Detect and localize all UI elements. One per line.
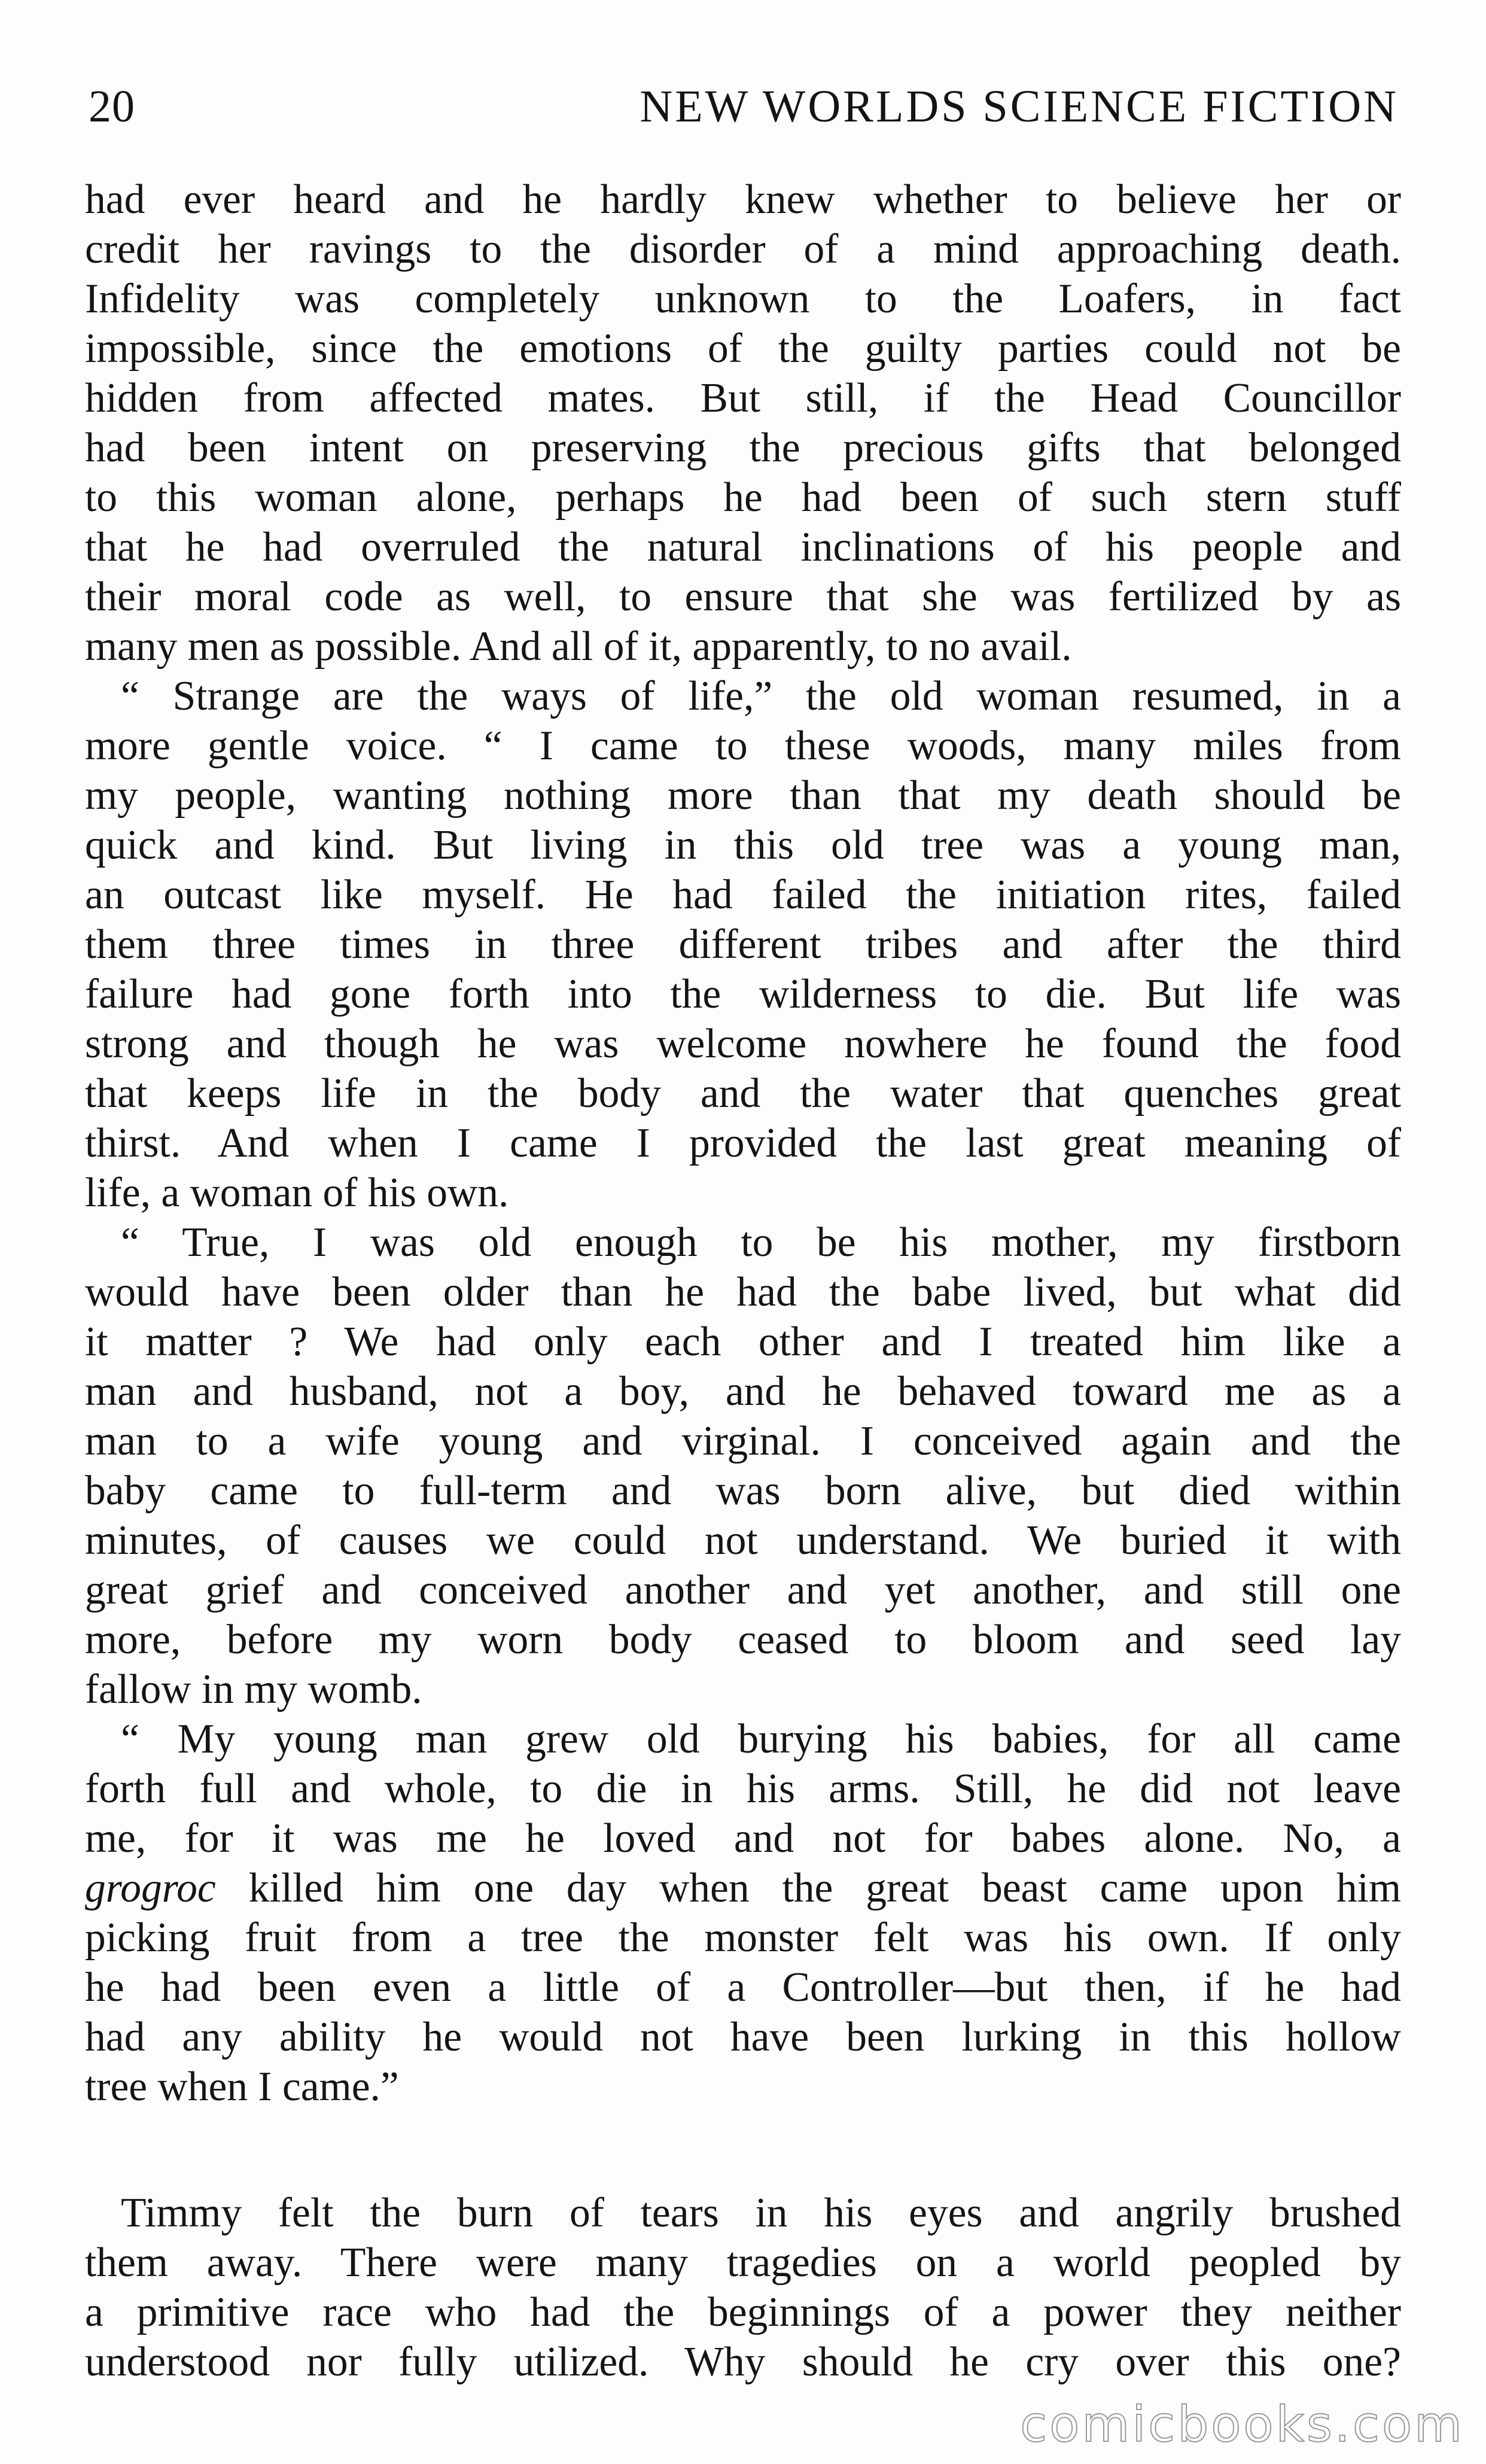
text-line: them away. There were many tragedies on a world peopled by — [85, 2240, 1401, 2286]
text-line: their moral code as well, to ensure that she was fertilized by as — [85, 574, 1401, 620]
text-line: them three times in three different tribes and after the third — [85, 921, 1401, 968]
text-line: a primitive race who had the beginnings of a power they neither — [85, 2289, 1401, 2335]
text-line: my people, wanting nothing more than that my death should be — [85, 772, 1401, 819]
text-line: forth full and whole, to die in his arms. Still, he did not leave — [85, 1766, 1401, 1812]
text-line: man to a wife young and virginal. I conceived again and the — [85, 1418, 1401, 1464]
text-line: me, for it was me he loved and not for babes alone. No, a — [85, 1815, 1401, 1861]
text-line: “ Strange are the ways of life,” the old woman resumed, in a — [121, 673, 1401, 719]
paragraph-5 — [85, 2188, 1401, 2387]
text-line: that he had overruled the natural inclinations of his people and — [85, 524, 1401, 570]
text-line: quick and kind. But living in this old tree was a young man, — [85, 822, 1401, 868]
story-text — [85, 175, 1401, 2387]
text-line: would have been older than he had the babe lived, but what did — [85, 1269, 1401, 1315]
page-header — [89, 77, 1399, 142]
text-line: hidden from affected mates. But still, if the Head Councillor — [85, 375, 1401, 421]
text-line: had been intent on preserving the precious gifts that belonged — [85, 425, 1401, 471]
text-line: impossible, since the emotions of the guilty parties could not be — [85, 326, 1401, 372]
text-line: thirst. And when I came I provided the last great meaning of — [85, 1120, 1401, 1166]
text-line: Timmy felt the burn of tears in his eyes and angrily brushed — [121, 2190, 1401, 2236]
text-line: had ever heard and he hardly knew whether to believe her or — [85, 177, 1401, 223]
text-line-with-italic — [85, 1863, 1401, 1913]
text-line: “ My young man grew old burying his babies, for all came — [121, 1716, 1401, 1762]
text-line: Infidelity was completely unknown to the Loafers, in fact — [85, 276, 1401, 322]
text-line: man and husband, not a boy, and he behaved toward me as a — [85, 1368, 1401, 1414]
text-line: failure had gone forth into the wilderness to die. But life was — [85, 971, 1401, 1017]
section-break — [85, 2112, 1401, 2188]
italic-word-grogroc: grogroc — [85, 1865, 216, 1911]
text-line: an outcast like myself. He had failed the initiation rites, failed — [85, 872, 1401, 918]
text-line: picking fruit from a tree the monster felt was his own. If only — [85, 1915, 1401, 1961]
text-line: it matter ? We had only each other and I treated him like a — [85, 1319, 1401, 1365]
paragraph-2 — [85, 671, 1401, 1218]
text-line: credit her ravings to the disorder of a mind approaching death. — [85, 226, 1401, 272]
text-line: he had been even a little of a Controller—but then, if he had — [85, 1964, 1401, 2010]
site-watermark: comicbooks.com — [1020, 2396, 1464, 2453]
text-line: “ True, I was old enough to be his mother, my firstborn — [121, 1219, 1401, 1266]
text-line: tree when I came.” — [85, 2064, 399, 2110]
text-line: strong and though he was welcome nowhere he found the food — [85, 1021, 1401, 1067]
text-line: life, a woman of his own. — [85, 1170, 509, 1216]
paragraph-1 — [85, 175, 1401, 671]
text-line: great grief and conceived another and yet another, and still one — [85, 1567, 1401, 1613]
text-line: understood nor fully utilized. Why should he cry over this one? — [85, 2339, 1401, 2385]
text-line: had any ability he would not have been lurking in this hollow — [85, 2014, 1401, 2060]
paragraph-4 — [85, 1714, 1401, 2112]
text-line: that keeps life in the body and the water that quenches great — [85, 1070, 1401, 1117]
text-line: fallow in my womb. — [85, 1666, 422, 1712]
text-line-rest: killed him one day when the great beast came upon him — [215, 1865, 1401, 1911]
text-line: baby came to full-term and was born alive, but died within — [85, 1468, 1401, 1514]
text-line: many men as possible. And all of it, apparently, to no avail. — [85, 623, 1072, 670]
text-line: more, before my worn body ceased to bloom and seed lay — [85, 1617, 1401, 1663]
text-line: more gentle voice. “ I came to these woods, many miles from — [85, 723, 1401, 769]
page-number: 20 — [89, 81, 135, 132]
text-line: minutes, of causes we could not understand. We buried it with — [85, 1517, 1401, 1563]
running-title: NEW WORLDS SCIENCE FICTION — [640, 81, 1399, 132]
paragraph-3 — [85, 1218, 1401, 1714]
text-line: to this woman alone, perhaps he had been of such stern stuff — [85, 474, 1401, 521]
